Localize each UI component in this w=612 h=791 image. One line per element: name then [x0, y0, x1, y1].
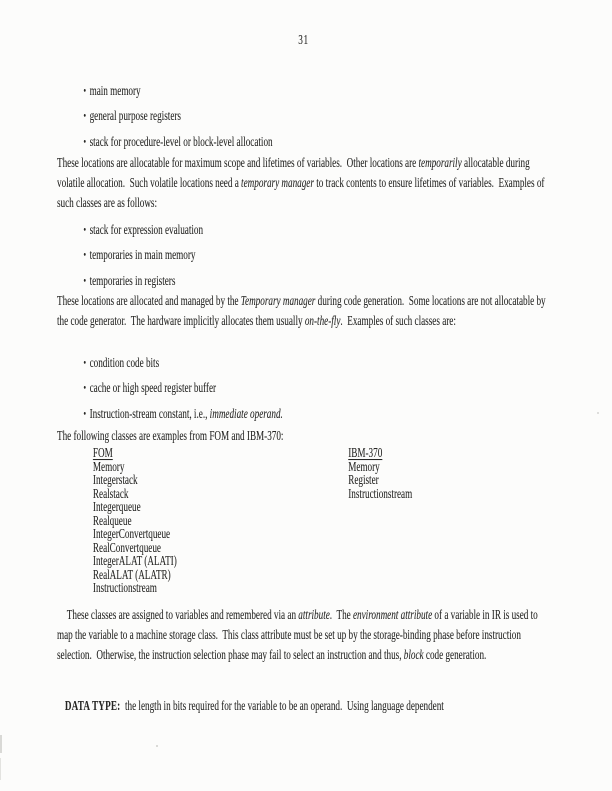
storage-class-column-fom — [93, 447, 177, 596]
bullet-item — [57, 85, 550, 99]
paragraph-class-examples-intro: The following classes are examples from FOM and IBM-370: — [57, 429, 284, 444]
paragraph-temporary-manager: These locations are allocated and managed by the Temporary manager during code generation. Some locations are not allocatable by the code generator. The hardware implicitly allocates them usually on-the-fly. Examples of such classes are: — [57, 294, 548, 329]
bullet-list-hardware-allocated — [57, 357, 550, 422]
storage-class-item: IntegerConvertqueue — [92, 527, 171, 542]
scan-artifact — [156, 745, 158, 747]
column-header-fom: FOM — [92, 446, 113, 461]
bullet-item-text: general purpose registers — [89, 109, 181, 125]
storage-class-column-ibm370 — [348, 447, 412, 501]
bullet-item-text: main memory — [89, 84, 141, 99]
paragraph-environment-attribute: These classes are assigned to variables and remembered via an attribute. The environment attribute of a variable in IR is used to map the variable to a machine storage class. This class attribute must be set up by the storage-binding phase before instruction selection. Otherwise, the instruction selection phase may fail to select an instruction and thus, block code generation. — [57, 608, 541, 663]
bullet-item — [57, 224, 550, 238]
bullet-item — [57, 275, 550, 289]
bullet-icon: • — [83, 407, 87, 421]
bullet-item-text: Instruction-stream constant, i.e., immediate operand. — [89, 406, 283, 422]
paragraph-allocatable-locations: These locations are allocatable for maximum scope and lifetimes of variables. Other locations are temporarily allocatable during volatile allocation. Such volatile locations need a temporary manager to track contents to ensure lifetimes of variables. Examples of such classes are as follows: — [57, 156, 547, 211]
storage-class-item: Memory — [92, 459, 125, 475]
bullet-icon: • — [83, 357, 87, 370]
storage-class-table — [57, 447, 550, 597]
bullet-item — [57, 249, 550, 263]
bullet-icon: • — [83, 249, 87, 263]
column-header-ibm370: IBM-370 — [348, 446, 383, 461]
bullet-list-allocation-locations — [57, 85, 550, 150]
bullet-item — [57, 408, 550, 422]
storage-class-item: Instructionstream — [348, 486, 413, 502]
bullet-item — [57, 136, 550, 150]
bullet-icon: • — [83, 135, 87, 149]
scan-artifact — [0, 735, 2, 753]
storage-class-list-ibm370 — [348, 461, 412, 502]
bullet-icon: • — [83, 110, 87, 124]
bullet-icon: • — [83, 85, 87, 98]
bullet-item-text: condition code bits — [89, 356, 160, 371]
bullet-item — [57, 382, 550, 396]
bullet-icon: • — [83, 224, 87, 237]
scan-artifact — [597, 412, 599, 414]
bullet-list-temporary-locations — [57, 224, 550, 289]
storage-class-item: Register — [348, 473, 379, 488]
storage-class-item: RealALAT (ALATR) — [92, 567, 171, 583]
bullet-item — [57, 110, 550, 124]
storage-class-item: Integerstack — [92, 473, 138, 488]
storage-class-item: RealConvertqueue — [92, 540, 161, 556]
page-content — [57, 0, 550, 791]
bullet-icon: • — [83, 382, 87, 396]
bullet-item-text: cache or high speed register buffer — [89, 381, 217, 397]
storage-class-item: IntegerALAT (ALATI) — [92, 554, 177, 569]
bullet-icon: • — [83, 274, 87, 288]
storage-class-item: Instructionstream — [92, 581, 157, 596]
storage-class-item: Memory — [348, 459, 380, 475]
storage-class-item: Integerqueue — [92, 500, 141, 515]
bullet-item-text: stack for procedure-level or block-level allocation — [89, 134, 273, 150]
storage-class-item: Realstack — [92, 486, 129, 502]
storage-class-item: Realqueue — [92, 513, 132, 529]
bullet-item-text: temporaries in main memory — [89, 248, 196, 264]
scan-artifact — [0, 758, 1, 780]
paragraph-data-type: DATA TYPE: the length in bits required for the variable to be an operand. Using language dependent — [64, 699, 444, 714]
storage-class-list-fom — [93, 461, 177, 596]
bullet-item-text: temporaries in registers — [89, 273, 176, 289]
bullet-item-text: stack for expression evaluation — [89, 223, 204, 238]
bullet-item — [57, 357, 550, 371]
page-number: 31 — [298, 33, 309, 48]
